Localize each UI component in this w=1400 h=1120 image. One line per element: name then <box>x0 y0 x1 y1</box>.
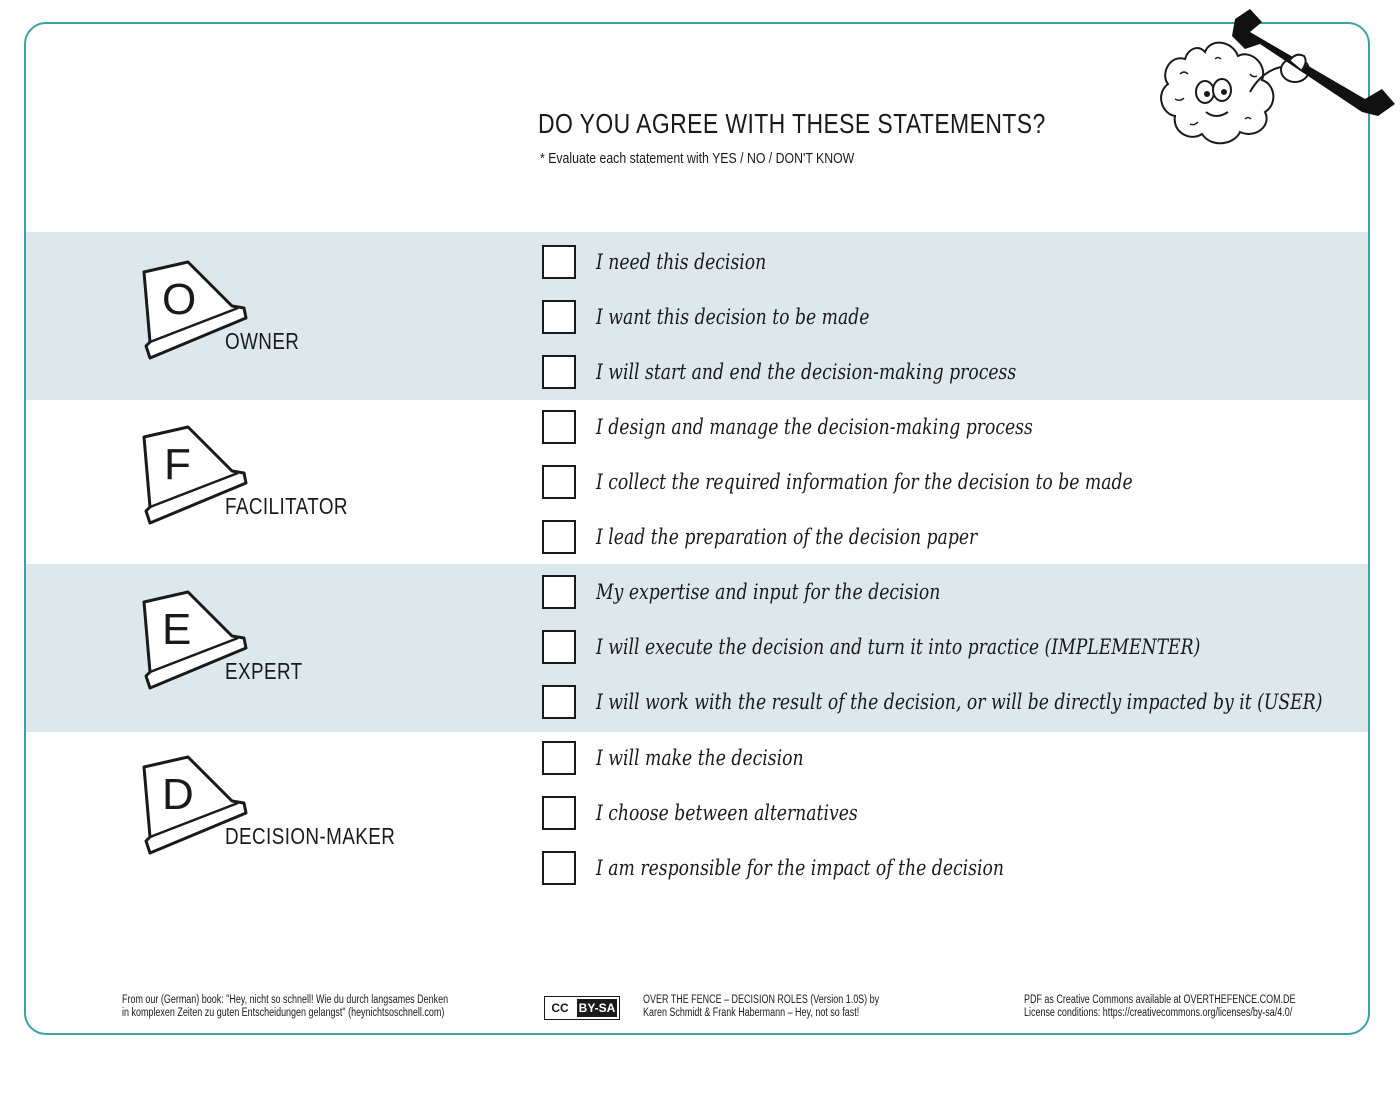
statement-text: I collect the required information for the decision to be made <box>596 470 1133 494</box>
footer-book-note <box>122 994 448 1020</box>
role-name: EXPERT <box>225 658 303 684</box>
statement-text: I design and manage the decision-making process <box>596 415 1033 439</box>
role-name: DECISION-MAKER <box>225 823 396 849</box>
statement-text: I will execute the decision and turn it into practice (IMPLEMENTER) <box>596 635 1201 659</box>
statement-checkbox[interactable] <box>542 465 576 499</box>
footer-line: From our (German) book: "Hey, nicht so schnell! Wie du durch langsames Denken <box>122 994 449 1006</box>
statement-text: I want this decision to be made <box>596 305 870 329</box>
cc-icon: CC <box>551 1001 569 1015</box>
statement-row <box>542 463 1251 501</box>
statement-row <box>542 298 930 336</box>
role-decision-maker <box>140 753 480 863</box>
statement-text: I will work with the result of the decision, or will be directly impacted by it (USER) <box>596 690 1323 714</box>
statement-checkbox[interactable] <box>542 685 576 719</box>
footer-line: OVER THE FENCE – DECISION ROLES (Version 1.0S) by <box>643 994 880 1006</box>
statement-row <box>542 849 1094 887</box>
role-letter: F <box>164 440 191 489</box>
statement-row <box>542 683 1400 721</box>
mascot-wrench-illustration <box>1150 4 1400 164</box>
footer-line[interactable]: License conditions: https://creativecommons.org/licenses/by-sa/4.0/ <box>1024 1007 1293 1019</box>
statement-text: I lead the preparation of the decision paper <box>596 525 978 549</box>
statement-text: I will make the decision <box>596 746 804 770</box>
statement-checkbox[interactable] <box>542 300 576 334</box>
statement-checkbox[interactable] <box>542 410 576 444</box>
by-sa-label: BY-SA <box>578 1001 616 1015</box>
statement-checkbox[interactable] <box>542 520 576 554</box>
statement-row <box>542 739 849 777</box>
role-letter: O <box>162 275 197 324</box>
footer-line: PDF as Creative Commons available at OVERTHEFENCE.COM.DE <box>1024 994 1296 1006</box>
footer-line: in komplexen Zeiten zu guten Entscheidungen gelangst" (heynichtsoschnell.com) <box>122 1007 445 1019</box>
statement-text: My expertise and input for the decision <box>596 580 941 604</box>
statement-text: I am responsible for the impact of the decision <box>596 856 1004 880</box>
statement-checkbox[interactable] <box>542 575 576 609</box>
role-owner <box>140 258 480 368</box>
role-facilitator <box>140 423 480 533</box>
statement-checkbox[interactable] <box>542 245 576 279</box>
statement-row <box>542 408 1129 446</box>
statement-row <box>542 628 1333 666</box>
statement-row <box>542 794 915 832</box>
role-expert <box>140 588 480 698</box>
role-name: OWNER <box>225 328 300 354</box>
statement-row <box>542 573 1016 611</box>
footer-line: Karen Schmidt & Frank Habermann – Hey, not so fast! <box>643 1007 860 1019</box>
statement-text: I will start and end the decision-making process <box>596 360 1017 384</box>
statement-text: I need this decision <box>596 250 767 274</box>
page-subtitle: * Evaluate each statement with YES / NO / DON'T KNOW <box>540 150 855 167</box>
statement-row <box>542 518 1061 556</box>
statement-row <box>542 353 1108 391</box>
statement-checkbox[interactable] <box>542 630 576 664</box>
role-name: FACILITATOR <box>225 493 348 519</box>
role-letter: D <box>162 770 194 819</box>
statement-row <box>542 243 804 281</box>
statement-checkbox[interactable] <box>542 851 576 885</box>
statement-checkbox[interactable] <box>542 796 576 830</box>
cc-license-badge[interactable] <box>544 996 620 1020</box>
statement-checkbox[interactable] <box>542 741 576 775</box>
page-title: DO YOU AGREE WITH THESE STATEMENTS? <box>538 108 1046 139</box>
statement-text: I choose between alternatives <box>596 801 858 825</box>
footer-license-info <box>1024 994 1296 1020</box>
role-letter: E <box>162 605 192 654</box>
statement-checkbox[interactable] <box>542 355 576 389</box>
footer-credits <box>643 994 879 1020</box>
